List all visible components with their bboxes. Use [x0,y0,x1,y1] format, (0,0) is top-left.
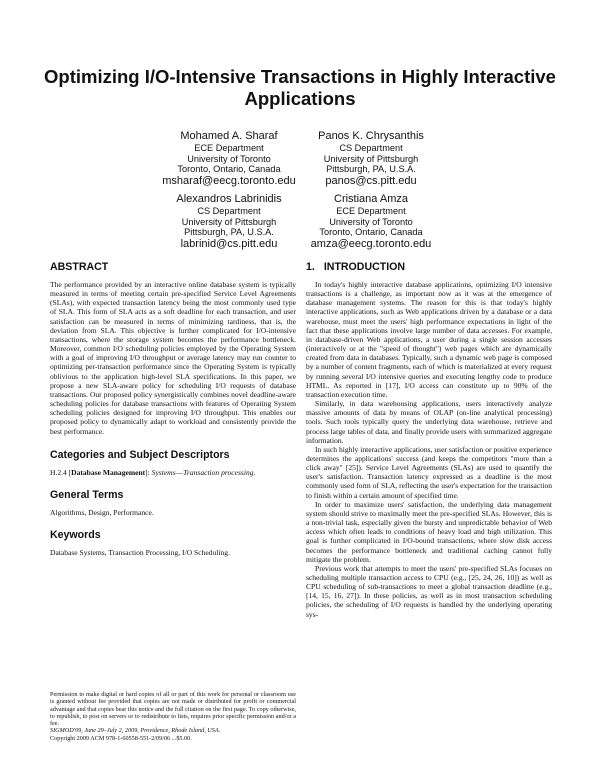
permission-text: Permission to make digital or hard copies of all or part of this work for personal or classroom use is granted without fee provided that copies are not made or distributed for profit or commercial advantage and that copies bear this notice and the full citation on the first page. To copy otherwise, to republish, to post on servers or to redistribute to lists, requires prior specific permission and/or a fee. [50,691,296,728]
author-department: ECE Department [194,143,264,153]
intro-paragraph-2: Similarly, in data warehousing applications, users interactively analyze massive amounts of data by means of OLAP (on-line analytical processing) tools. Such tools typically query the underlying data warehouse, retrieve and process large tables of data, and finally provide users with summarized aggregate information. [306,399,552,445]
category-dash: — [175,467,184,477]
intro-paragraph-1: In today's highly interactive database applications, optimizing I/O intensive transactions is a challenge, as important now as it was at the emergence of database management systems. The reason for this is that today's highly interactive applications, such as Web applications driven by a database or a data warehouse, must meet the users' high performance expectations in light of the fact that these applications involve large number of data accesses. For example, in database-driven Web applications, a user during a single session accesses (interactively or at the "speed of thought") web pages which are dynamically created from data in databases. Typically, such a dynamic web page is composed by a number of content fragments, each of which is materialized at every request by running several I/O intensive queries and executing lengthy code to produce HTML. As reported in [17], I/O access can constitute up to 90% of the transaction execution time. [306,280,552,399]
conference-info: SIGMOD'09, June 29–July 2, 2009, Providence, Rhode Island, USA. [50,727,221,735]
category-code: H.2.4 [ [50,467,72,477]
abstract-text: The performance provided by an interactive online database system is typically measured in terms of meeting certain pre-specified Service Level Agreements (SLAs), with expected transaction latency being the most commonly used type of SLA. This form of SLA acts as a soft deadline for each transaction, and user satisfaction can be measured in terms of minimizing tardiness, that is, the deviation from SLA. This objective is further complicated for I/O-intensive transactions, where the storage system becomes the performance bottleneck. Moreover, common I/O scheduling policies employed by the Operating System with a goal of improving I/O throughput or average latency may run counter to optimizing per-transaction performance since the Operating System is typically oblivious to the application high-level SLA specifications. In this paper, we propose a new SLA-aware policy for scheduling I/O requests of database transactions. Our proposed policy synergistically combines novel deadline-aware scheduling policies for database transactions with features of Operating System scheduling policies designed for improving I/O throughput. This enables our proposed policy to dynamically adapt to workload and consistently provide the best performance. [50,280,296,436]
author-name: Mohamed A. Sharaf [180,130,278,142]
author-university: University of Toronto [187,153,271,164]
author-name: Panos K. Chrysanthis [318,130,424,142]
author-department: CS Department [197,206,261,216]
intro-paragraph-3: In such highly interactive applications, user satisfaction or positive experience determines the applications' success (and keeps the competitors "more than a click away" [25]). Service Level Agreements (SLAs) are used to quantify the user's satisfaction. Transaction latency expressed as a deadline is the most commonly used form of SLA, reflecting the user's expectation for the transaction to finish within a certain amount of specified time. [306,444,552,500]
author-location: Pittsburgh, PA, U.S.A. [184,227,274,238]
general-terms-text: Algorithms, Design, Performance. [50,507,154,517]
intro-paragraph-5: Previous work that attempts to meet the users' pre-specified SLAs focuses on scheduling multiple transaction access to CPU (e.g., [25, 24, 26, 10]) as well as CPU scheduling of sub-transactions to meet a global transaction deadline (e.g., [14, 15, 16, 27]). In these policies, as well as in most transaction scheduling policies, the scheduling of I/O requests is handled by the underlying operating sys- [306,563,552,619]
author-email[interactable]: panos@cs.pitt.edu [325,174,417,187]
author-location: Pittsburgh, PA, U.S.A. [326,164,416,175]
author-name: Alexandros Labrinidis [176,193,282,205]
section-title: INTRODUCTION [323,261,406,273]
copyright-info: Copyright 2009 ACM 978-1-60558-551-2/09/06 ...$5.00. [50,734,192,742]
general-terms-section [50,489,296,517]
permission-notice [50,691,296,742]
author-department: CS Department [339,143,403,153]
categories-section [50,449,296,477]
category-name: Database Management [71,467,146,477]
categories-text [50,468,296,477]
author-email[interactable]: labrinid@cs.pitt.edu [180,237,278,250]
author-university: University of Pittsburgh [323,153,419,164]
author-location: Toronto, Ontario, Canada [177,164,281,175]
author-name: Cristiana Amza [334,193,408,205]
category-topic: Transaction processing. [183,467,256,477]
keywords-heading: Keywords [50,528,101,541]
keywords-section [50,529,296,557]
category-sub: Systems [151,467,176,477]
author-block-4 [281,193,461,250]
author-university: University of Pittsburgh [181,216,277,227]
author-location: Toronto, Ontario, Canada [319,227,423,238]
intro-paragraph-4: In order to maximize users' satisfaction, the underlying data management system should strive to maximally meet the pre-specified SLAs. However, this is a non-trivial task, especially given the bursty and unpredictable behavior of Web access which often leads to conditions of heavy load and high utilization. This goal is further complicated in I/O-bound transactions, where slow disk access becomes the performance bottleneck and traditional caching cannot fully mitigate the problem. [306,499,552,564]
right-column [306,261,552,619]
abstract-heading: ABSTRACT [50,261,109,273]
section-number: 1. [306,261,315,273]
left-column [50,261,296,557]
author-block-2 [281,130,461,187]
author-email[interactable]: msharaf@eecg.toronto.edu [162,174,296,187]
paper-title: Optimizing I/O-Intensive Transactions in Highly Interactive Applications [44,66,556,109]
introduction-heading [306,261,552,274]
author-department: ECE Department [336,206,406,216]
author-university: University of Toronto [329,216,413,227]
author-email[interactable]: amza@eecg.toronto.edu [310,237,432,250]
general-terms-heading: General Terms [50,488,124,501]
category-sep: ]: [145,467,152,477]
categories-heading: Categories and Subject Descriptors [50,448,230,461]
keywords-text: Database Systems, Transaction Processing, I/O Scheduling. [50,547,230,557]
